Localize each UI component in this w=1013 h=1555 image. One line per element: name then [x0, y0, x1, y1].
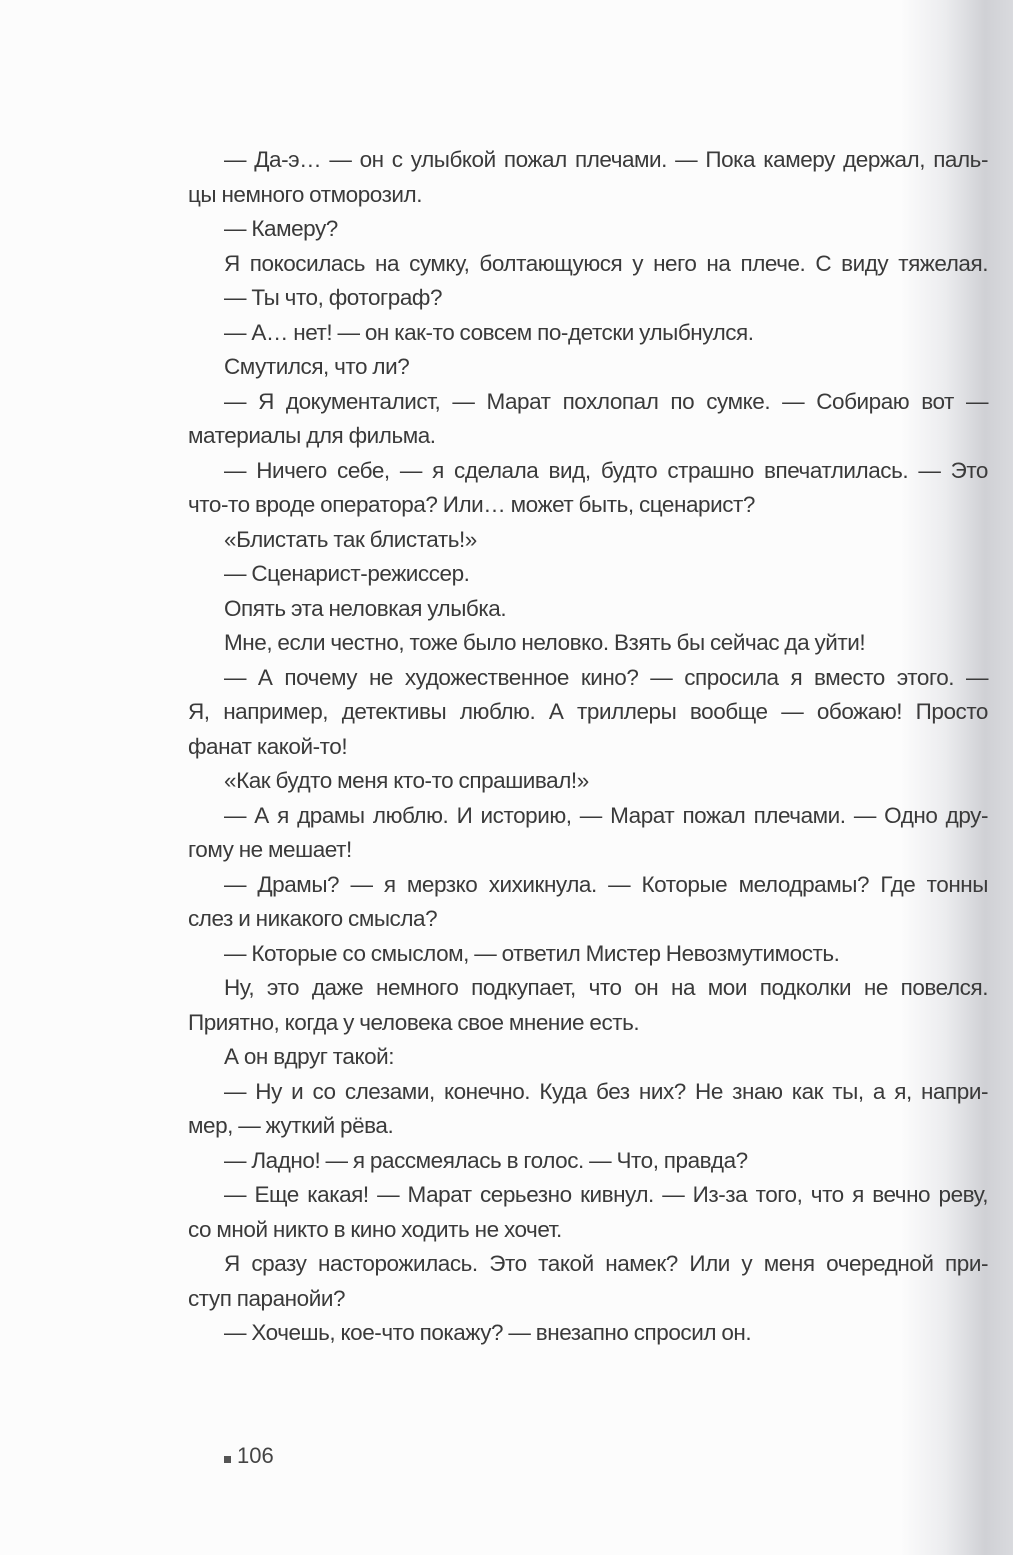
- text-line: мер, — жуткий рёва.: [188, 1113, 394, 1138]
- text-line: гому не мешает!: [188, 837, 352, 862]
- text-line: А он вдруг такой:: [224, 1044, 395, 1069]
- text-line: Я покосилась на сумку, болтающуюся у него на плече. С виду тяжелая.: [224, 250, 988, 276]
- text-line: «Блистать так блистать!»: [224, 526, 477, 552]
- text-line: — А я драмы люблю. И историю, — Марат пожал плечами. — Одно дру-: [224, 802, 988, 828]
- text-line: — Драмы? — я мерзко хихикнула. — Которые мелодрамы? Где тонны: [224, 871, 988, 897]
- text-line: — Ну и со слезами, конечно. Куда без них? Не знаю как ты, а я, напри-: [224, 1078, 988, 1104]
- text-line: со мной никто в кино ходить не хочет.: [188, 1216, 562, 1242]
- text-line: материалы для фильма.: [188, 423, 436, 448]
- text-line: ступ паранойи?: [188, 1285, 346, 1311]
- text-line: Я, например, детективы люблю. А триллеры вообще — обожаю! Просто: [188, 699, 988, 724]
- text-line: Приятно, когда у человека свое мнение есть.: [188, 1009, 640, 1035]
- text-line: — А почему не художественное кино? — спросила я вместо этого. —: [224, 664, 988, 690]
- text-line: — Еще какая! — Марат серьезно кивнул. — Из-за того, что я вечно реву,: [224, 1182, 988, 1207]
- text-line: что-то вроде оператора? Или… может быть, сценарист?: [188, 492, 755, 517]
- text-line: Мне, если честно, тоже было неловко. Взять бы сейчас да уйти!: [224, 630, 866, 655]
- page-number: [224, 1443, 274, 1469]
- text-line: — Камеру?: [224, 216, 338, 241]
- text-line: — Ладно! — я рассмеялась в голос. — Что, правда?: [224, 1147, 748, 1173]
- text-line: — Я документалист, — Марат похлопал по сумке. — Собираю вот —: [224, 388, 988, 414]
- body-text: [188, 143, 988, 1351]
- text-line: «Как будто меня кто-то спрашивал!»: [224, 768, 589, 793]
- text-line: Опять эта неловкая улыбка.: [224, 595, 507, 621]
- text-line: Я сразу насторожилась. Это такой намек? Или у меня очередной при-: [224, 1251, 988, 1276]
- text-line: фанат какой-то!: [188, 733, 348, 759]
- text-line: — Сценарист-режиссер.: [224, 561, 470, 586]
- text-line: цы немного отморозил.: [188, 181, 423, 207]
- text-line: слез и никакого смысла?: [188, 906, 438, 931]
- page-number-label: 106: [237, 1443, 274, 1468]
- text-line: — Хочешь, кое-что покажу? — внезапно спросил он.: [224, 1320, 752, 1345]
- text-line: — Да-э… — он с улыбкой пожал плечами. — Пока камеру держал, паль-: [224, 147, 988, 172]
- page-number-marker-icon: [224, 1456, 231, 1463]
- text-line: — Ты что, фотограф?: [224, 285, 443, 310]
- text-line: — А… нет! — он как-то совсем по-детски улыбнулся.: [224, 319, 754, 345]
- text-line: — Ничего себе, — я сделала вид, будто страшно впечатлилась. — Это: [224, 457, 988, 483]
- text-line: Ну, это даже немного подкупает, что он на мои подколки не повелся.: [224, 975, 988, 1000]
- text-line: — Которые со смыслом, — ответил Мистер Невозмутимость.: [224, 940, 840, 966]
- text-line: Смутился, что ли?: [224, 354, 410, 379]
